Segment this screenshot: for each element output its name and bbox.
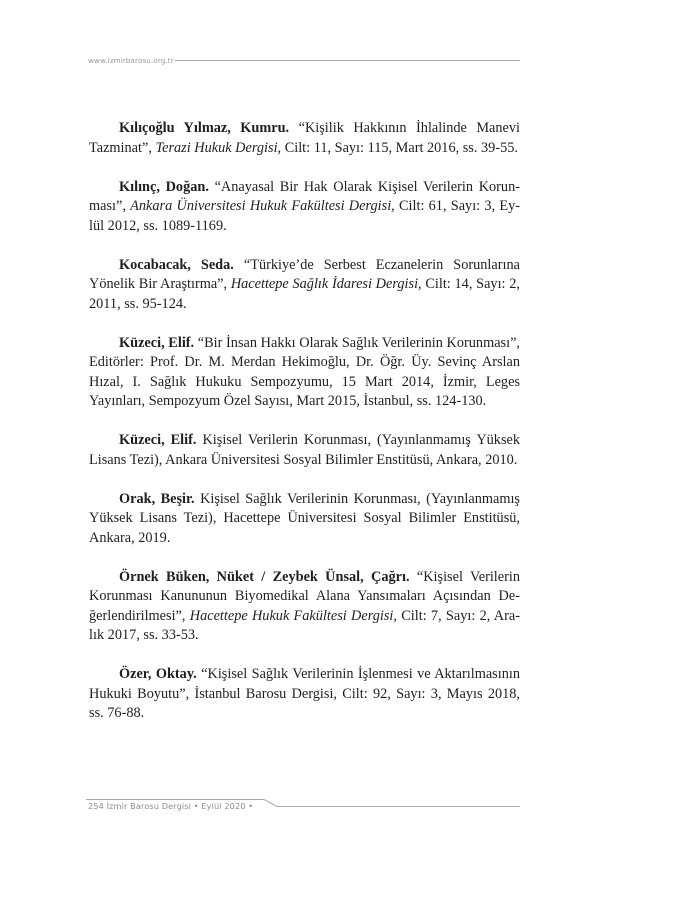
entry-text: Kişisel Sağlık Verilerinin Korunması, (Yayınlanmamış Yüksek Lisans Tezi), Hacettepe Üniversitesi Sosyal Bilimler Enstitüsü, Ankara, 2019.: [89, 490, 520, 546]
running-footer: [88, 801, 253, 811]
entry-journal-title: Ankara Üniversitesi Hukuk Fakültesi Dergisi,: [130, 198, 395, 214]
entry-journal-title: Terazi Hukuk Dergisi,: [155, 139, 282, 156]
entry-text: “Kişisel Sağlık Verilerinin İşlenmesi ve Aktarılmasının Hukuki Boyutu”, İstanbul Barosu Dergisi, Cilt: 92, Sayı: 3, Mayıs 2018, ss. 76-88.: [89, 666, 520, 721]
journal-name: İzmir Barosu Dergisi: [106, 801, 192, 811]
entry-text: Cilt: 14, Sayı: 2, 2011, ss. 95-124.: [89, 276, 520, 312]
entry-text: Kişisel Verilerin Korunması, (Yayınlanmamış Yüksek Lisans Tezi), Ankara Üniversitesi Sosyal Bilimler Enstitüsü, Ankara, 2010.: [89, 432, 520, 468]
header-rule: [175, 60, 520, 61]
entry-author: Küzeci, Elif.: [119, 432, 197, 448]
bibliography-entry: [89, 431, 520, 470]
bibliography-entry: [89, 490, 520, 549]
bibliography-list: [89, 119, 520, 743]
entry-text: “Türkiye’de Serbest Eczanelerin Sorunlarına Yönelik Bir Araştırma”,: [89, 256, 520, 292]
bibliography-entry: [89, 568, 520, 646]
entry-text: “Anayasal Bir Hak Olarak Kişisel Verilerin Korunması”,: [89, 178, 520, 214]
bibliography-entry: [89, 178, 520, 237]
running-header: [88, 53, 520, 67]
bibliography-entry: [89, 665, 520, 724]
entry-author: Kılıçoğlu Yılmaz, Kumru.: [119, 120, 290, 136]
issue-date: Eylül 2020: [201, 801, 246, 811]
footer-trailing-bullet: •: [248, 801, 254, 811]
bibliography-entry: [89, 119, 520, 158]
header-url: www.izmirbarosu.org.tr: [88, 55, 174, 65]
entry-author: Kılınç, Doğan.: [119, 178, 209, 195]
entry-text: Cilt: 11, Sayı: 115, Mart 2016, ss. 39-55.: [281, 139, 518, 156]
entry-text: Cilt: 7, Sayı: 2, Aralık 2017, ss. 33-53.: [89, 607, 520, 643]
entry-text: “Kişisel Verilerin Korunması Kanununun Biyomedikal Alana Yansımaları Açısından Değerlendirilmesi”,: [89, 568, 520, 624]
entry-text: “Bir İnsan Hakkı Olarak Sağlık Verilerinin Korunması”, Editörler: Prof. Dr. M. Merdan Hekimoğlu, Dr. Öğr. Üy. Sevinç Arslan Hızal, I. Sağlık Hukuku Sempozyumu, 15 Mart 2014, İzmir, Leges Yayınları, Sempozyum Özel Sayısı, Mart 2015, İstanbul, ss. 124-130.: [89, 334, 520, 409]
entry-author: Kocabacak, Seda.: [119, 256, 234, 273]
footer-separator: •: [193, 801, 199, 811]
entry-author: Özer, Oktay.: [119, 666, 197, 682]
bibliography-entry: [89, 256, 520, 315]
entry-text: Cilt: 61, Sayı: 3, Eylül 2012, ss. 1089-1169.: [89, 198, 520, 234]
entry-journal-title: Hacettepe Sağlık İdaresi Dergisi,: [230, 276, 422, 292]
entry-author: Küzeci, Elif.: [119, 334, 195, 351]
bibliography-entry: [89, 334, 520, 412]
page-number: 254: [88, 801, 104, 811]
entry-author: Örnek Büken, Nüket / Zeybek Ünsal, Çağrı.: [119, 568, 410, 585]
entry-text: “Kişilik Hakkının İhlalinde Manevi Tazminat”,: [89, 120, 520, 156]
entry-author: Orak, Beşir.: [119, 490, 195, 507]
entry-journal-title: Hacettepe Hukuk Fakültesi Dergisi,: [189, 607, 397, 624]
